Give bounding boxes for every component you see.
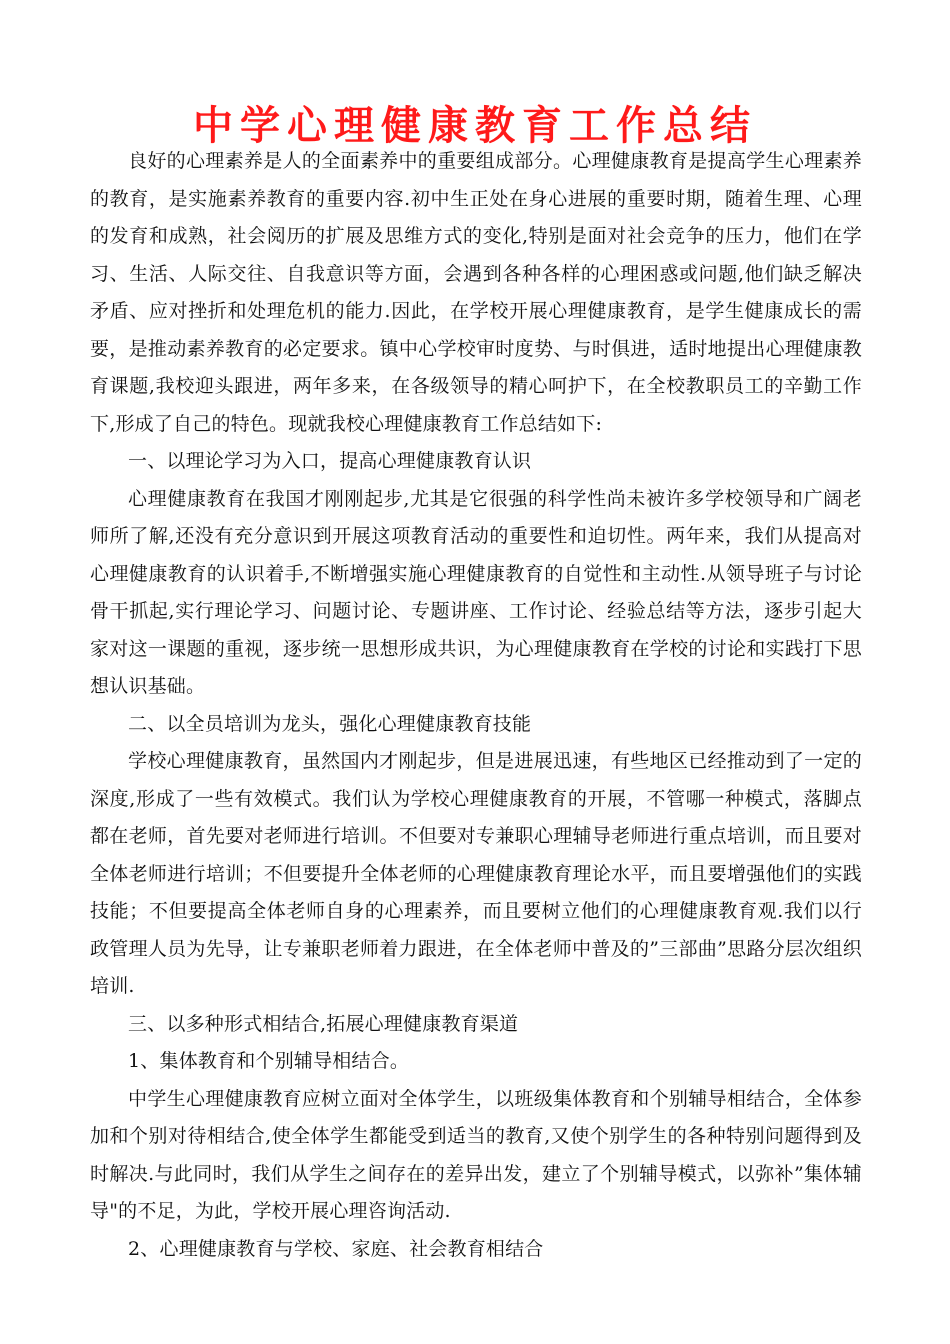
paragraph-section-3-1: 中学生心理健康教育应树立面对全体学生，以班级集体教育和个别辅导相结合，全体参加和个别对待相结合,使全体学生都能受到适当的教育,又使个别学生的各种特别问题得到及时解决.与此同时，我们从学生之间存在的差异出发，建立了个别辅导模式，以弥补”集体辅导"的不足，为此，学校开展心理咨询活动. [90, 1087, 862, 1222]
document-title: 中学心理健康教育工作总结 [193, 103, 757, 149]
section-heading-1: 一、以理论学习为入口，提高心理健康教育认识 [128, 450, 532, 472]
document-body [90, 143, 862, 1268]
paragraph-section-2: 学校心理健康教育，虽然国内才刚起步，但是进展迅速，有些地区已经推动到了一定的深度,形成了一些有效模式。我们认为学校心理健康教育的开展，不管哪一种模式，落脚点都在老师，首先要对老师进行培训。不但要对专兼职心理辅导老师进行重点培训，而且要对全体老师进行培训；不但要提升全体老师的心理健康教育理论水平，而且要增强他们的实践技能；不但要提高全体老师自身的心理素养，而且要树立他们的心理健康教育观.我们以行政管理人员为先导，让专兼职老师着力跟进，在全体老师中普及的”三部曲”思路分层次组织培训. [90, 750, 862, 997]
subheading-3-2: 2、心理健康教育与学校、家庭、社会教育相结合 [128, 1237, 544, 1260]
section-heading-2: 二、以全员培训为龙头，强化心理健康教育技能 [128, 712, 532, 735]
paragraph-intro: 良好的心理素养是人的全面素养中的重要组成部分。心理健康教育是提高学生心理素养的教育，是实施素养教育的重要内容.初中生正处在身心进展的重要时期，随着生理、心理的发育和成熟，社会阅历的扩展及思维方式的变化,特别是面对社会竞争的压力，他们在学习、生活、人际交往、自我意识等方面，会遇到各种各样的心理困惑或问题,他们缺乏解决矛盾、应对挫折和处理危机的能力.因此，在学校开展心理健康教育，是学生健康成长的需要，是推动素养教育的必定要求。镇中心学校审时度势、与时俱进，适时地提出心理健康教育课题,我校迎头跟进，两年多来，在各级领导的精心呵护下，在全校教职员工的辛勤工作下,形成了自己的特色。现就我校心理健康教育工作总结如下: [90, 150, 862, 435]
subheading-3-1: 1、集体教育和个别辅导相结合。 [128, 1050, 410, 1072]
section-heading-3: 三、以多种形式相结合,拓展心理健康教育渠道 [128, 1012, 519, 1035]
paragraph-section-1: 心理健康教育在我国才刚刚起步,尤其是它很强的科学性尚未被许多学校领导和广阔老师所了解,还没有充分意识到开展这项教育活动的重要性和迫切性。两年来，我们从提高对心理健康教育的认识着手,不断增强实施心理健康教育的自觉性和主动性.从领导班子与讨论骨干抓起,实行理论学习、问题讨论、专题讲座、工作讨论、经验总结等方法，逐步引起大家对这一课题的重视，逐步统一思想形成共识，为心理健康教育在学校的讨论和实践打下思想认识基础。 [90, 487, 862, 697]
